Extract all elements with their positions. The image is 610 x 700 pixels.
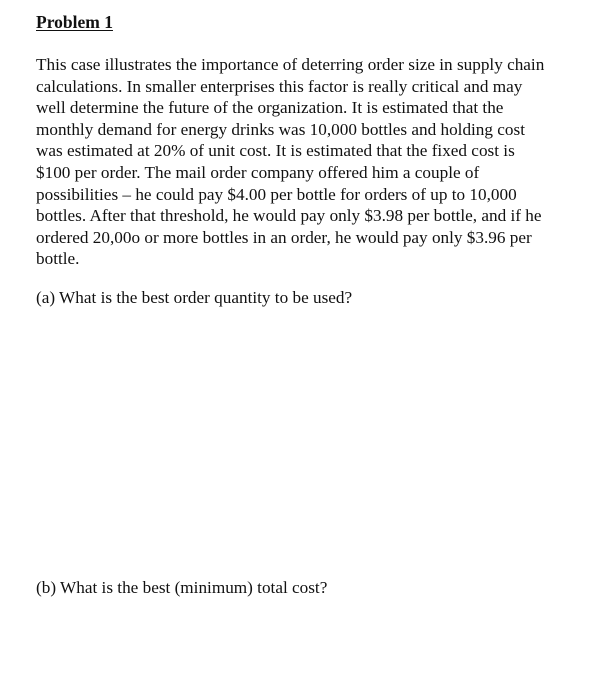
problem-statement-line: monthly demand for energy drinks was 10,000 bottles and holding cost	[36, 119, 525, 139]
problem-statement-line: possibilities – he could pay $4.00 per bottle for orders of up to 10,000	[36, 184, 517, 204]
problem-statement	[36, 54, 584, 270]
problem-statement-line: well determine the future of the organization. It is estimated that the	[36, 98, 504, 118]
problem-statement-line: bottle.	[36, 249, 80, 269]
problem-statement-line: calculations. In smaller enterprises this factor is really critical and may	[36, 76, 523, 96]
problem-statement-line: was estimated at 20% of unit cost. It is estimated that the fixed cost is	[36, 141, 515, 161]
problem-statement-line: ordered 20,00o or more bottles in an order, he would pay only $3.96 per	[36, 227, 532, 247]
problem-statement-line: This case illustrates the importance of deterring order size in supply chain	[36, 55, 545, 74]
question-b: (b) What is the best (minimum) total cost?	[36, 578, 328, 597]
problem-statement-line: $100 per order. The mail order company offered him a couple of	[36, 162, 480, 182]
question-a: (a) What is the best order quantity to be used?	[36, 288, 353, 307]
problem-title: Problem 1	[36, 12, 113, 32]
problem-statement-line: bottles. After that threshold, he would pay only $3.98 per bottle, and if he	[36, 206, 542, 226]
